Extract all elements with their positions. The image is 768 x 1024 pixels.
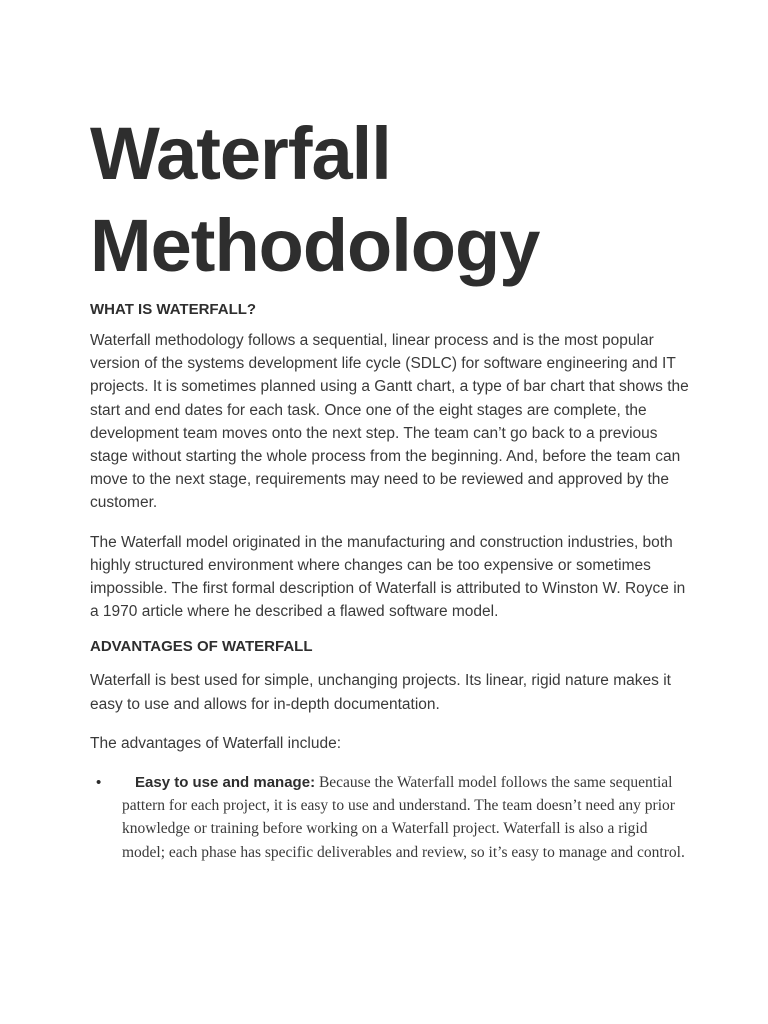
paragraph-what-is-waterfall-2: The Waterfall model originated in the manufacturing and construction industries, both highly structured environment where changes can be too expensive or sometimes impossible. The first formal description of Waterfall is attributed to Winston W. Royce in a 1970 article where he described a flawed software model. (90, 533, 686, 621)
document-title (90, 108, 690, 292)
paragraph-advantages-1: Waterfall is best used for simple, unchanging projects. Its linear, rigid nature makes it easy to use and allows for in-depth documentation. (90, 672, 671, 713)
advantages-list (90, 771, 690, 864)
bullet-lead-text: Easy to use and manage: (135, 774, 316, 792)
title-line-2: Methodology (90, 204, 540, 287)
paragraph-what-is-waterfall-1: Waterfall methodology follows a sequential, linear process and is the most popular version of the systems development life cycle (SDLC) for software engineering and IT projects. It is sometimes planned using a Gantt chart, a type of bar chart that shows the start and end dates for each task. Once one of the eight stages are complete, the development team moves onto the next step. The team can’t go back to a previous stage without starting the whole process from the beginning. And, before the team can move to the next stage, requirements may need to be reviewed and approved by the customer. (90, 332, 689, 512)
bullet-body-text: Because the Waterfall model follows the same sequential pattern for each project, it is easy to use and understand. The team doesn’t need any prior knowledge or training before working on a Waterfall project. Waterfall is also a rigid model; each phase has specific deliverables and review, so it’s easy to manage and control. (122, 774, 685, 861)
title-line-1: Waterfall (90, 112, 391, 195)
document-page (90, 108, 690, 864)
section-heading-advantages: ADVANTAGES OF WATERFALL (90, 638, 313, 656)
list-item (90, 771, 690, 864)
bullet-marker: • (96, 774, 102, 792)
bullet-content (122, 774, 685, 861)
section-heading-what-is-waterfall: WHAT IS WATERFALL? (90, 301, 257, 318)
paragraph-advantages-2: The advantages of Waterfall include: (90, 734, 342, 752)
